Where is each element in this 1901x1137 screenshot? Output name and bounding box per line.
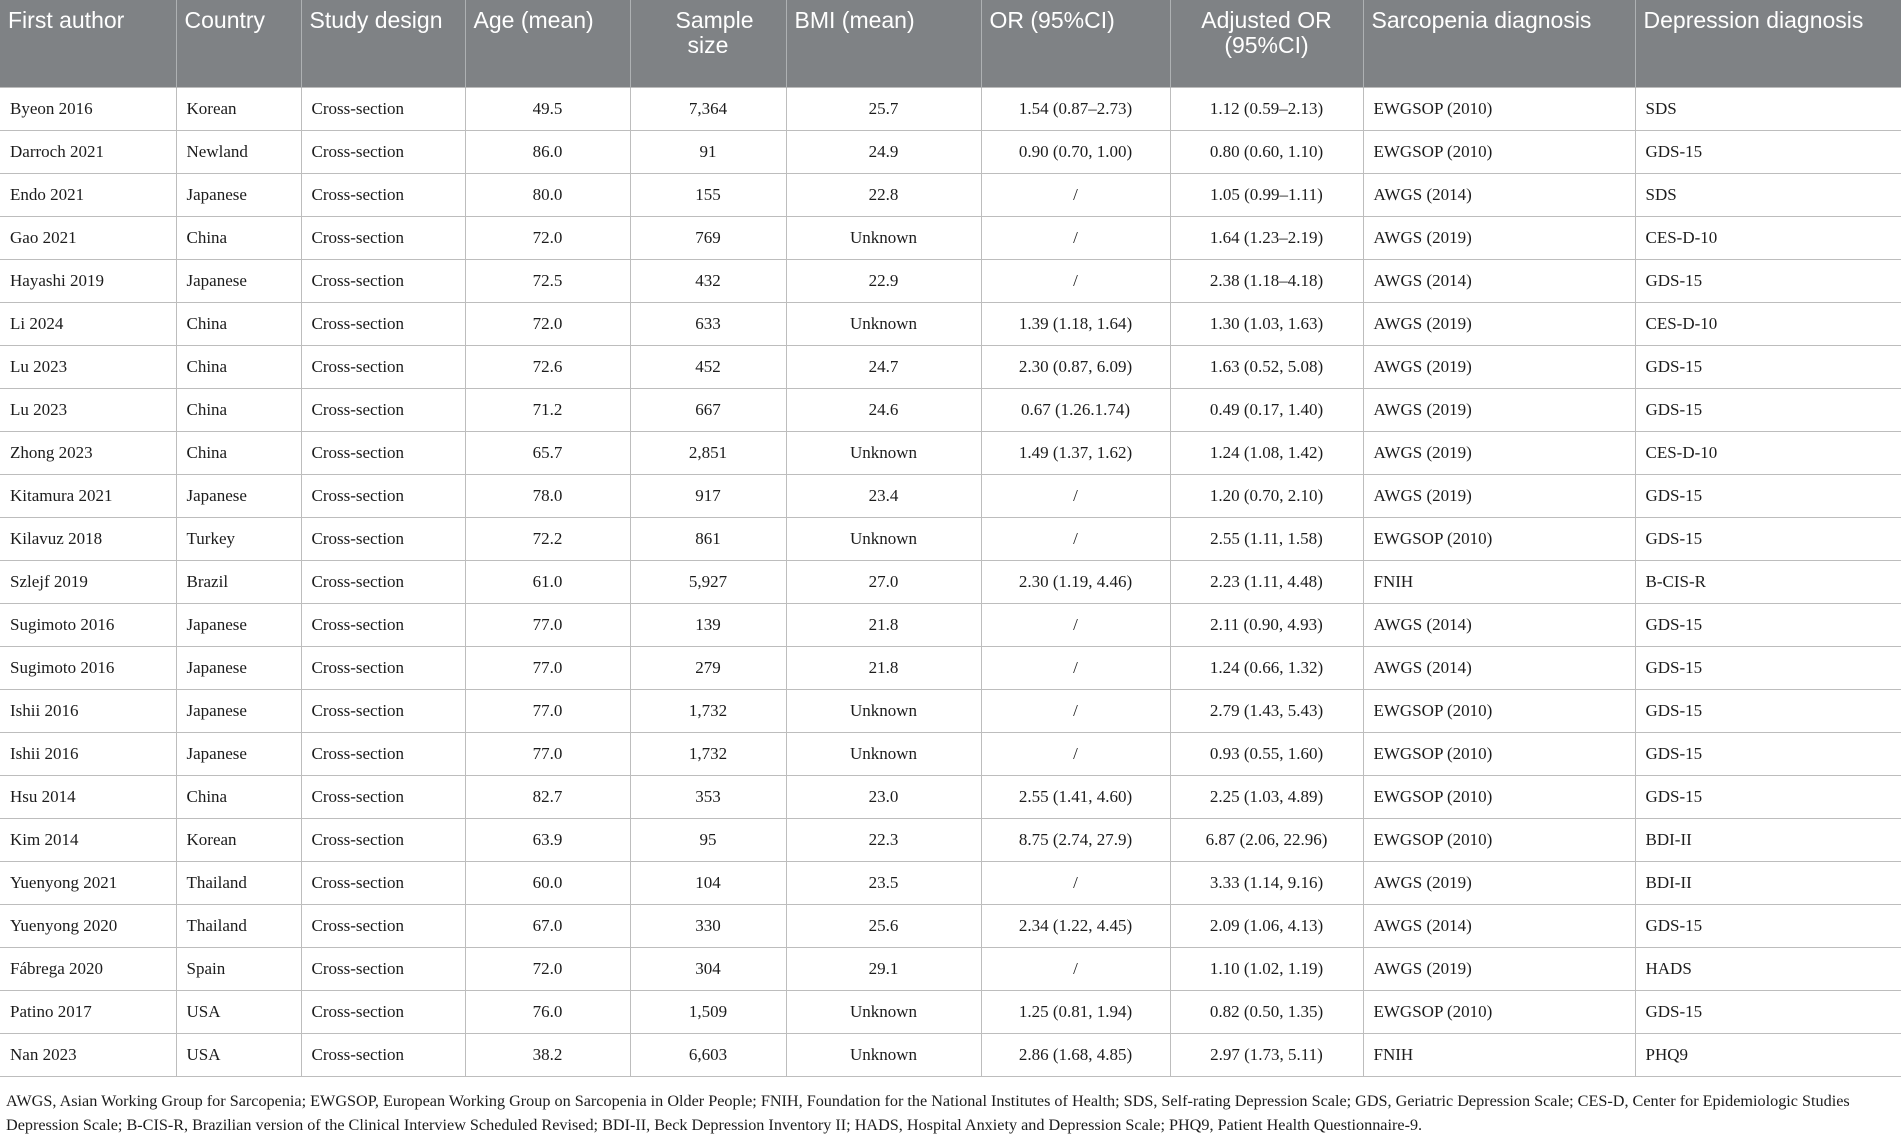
cell-bmi-mean: 25.7 <box>786 87 981 130</box>
cell-country: Thailand <box>176 861 301 904</box>
cell-or-95ci: 2.30 (1.19, 4.46) <box>981 560 1170 603</box>
cell-bmi-mean: 22.9 <box>786 259 981 302</box>
cell-bmi-mean: Unknown <box>786 1033 981 1076</box>
cell-sarcopenia-diagnosis: AWGS (2019) <box>1363 474 1635 517</box>
cell-adjusted-or-95ci: 2.23 (1.11, 4.48) <box>1170 560 1363 603</box>
cell-or-95ci: 8.75 (2.74, 27.9) <box>981 818 1170 861</box>
cell-study-design: Cross-section <box>301 130 465 173</box>
cell-or-95ci: 2.55 (1.41, 4.60) <box>981 775 1170 818</box>
cell-age-mean: 80.0 <box>465 173 630 216</box>
table-row <box>0 775 1901 818</box>
cell-adjusted-or-95ci: 6.87 (2.06, 22.96) <box>1170 818 1363 861</box>
cell-or-95ci: / <box>981 474 1170 517</box>
cell-first-author: Kim 2014 <box>0 818 176 861</box>
cell-study-design: Cross-section <box>301 818 465 861</box>
cell-age-mean: 77.0 <box>465 732 630 775</box>
cell-or-95ci: 0.90 (0.70, 1.00) <box>981 130 1170 173</box>
cell-first-author: Ishii 2016 <box>0 732 176 775</box>
cell-or-95ci: / <box>981 216 1170 259</box>
cell-or-95ci: 1.49 (1.37, 1.62) <box>981 431 1170 474</box>
cell-study-design: Cross-section <box>301 775 465 818</box>
cell-or-95ci: 1.39 (1.18, 1.64) <box>981 302 1170 345</box>
cell-country: USA <box>176 990 301 1033</box>
col-header-country: Country <box>176 0 301 87</box>
cell-sarcopenia-diagnosis: AWGS (2014) <box>1363 904 1635 947</box>
cell-study-design: Cross-section <box>301 345 465 388</box>
cell-sarcopenia-diagnosis: EWGSOP (2010) <box>1363 732 1635 775</box>
cell-depression-diagnosis: SDS <box>1635 87 1901 130</box>
cell-country: Japanese <box>176 603 301 646</box>
table-row <box>0 517 1901 560</box>
cell-study-design: Cross-section <box>301 904 465 947</box>
cell-adjusted-or-95ci: 0.93 (0.55, 1.60) <box>1170 732 1363 775</box>
cell-sample-size: 139 <box>630 603 786 646</box>
cell-study-design: Cross-section <box>301 732 465 775</box>
cell-country: China <box>176 302 301 345</box>
cell-depression-diagnosis: GDS-15 <box>1635 345 1901 388</box>
cell-adjusted-or-95ci: 0.49 (0.17, 1.40) <box>1170 388 1363 431</box>
cell-study-design: Cross-section <box>301 517 465 560</box>
cell-adjusted-or-95ci: 2.38 (1.18–4.18) <box>1170 259 1363 302</box>
table-row <box>0 689 1901 732</box>
cell-or-95ci: / <box>981 861 1170 904</box>
table-row <box>0 130 1901 173</box>
cell-or-95ci: / <box>981 646 1170 689</box>
cell-or-95ci: / <box>981 517 1170 560</box>
cell-country: Thailand <box>176 904 301 947</box>
cell-or-95ci: 1.25 (0.81, 1.94) <box>981 990 1170 1033</box>
cell-first-author: Li 2024 <box>0 302 176 345</box>
cell-bmi-mean: 21.8 <box>786 646 981 689</box>
cell-sarcopenia-diagnosis: FNIH <box>1363 560 1635 603</box>
cell-sarcopenia-diagnosis: AWGS (2019) <box>1363 302 1635 345</box>
cell-bmi-mean: Unknown <box>786 689 981 732</box>
cell-depression-diagnosis: PHQ9 <box>1635 1033 1901 1076</box>
cell-adjusted-or-95ci: 1.24 (0.66, 1.32) <box>1170 646 1363 689</box>
cell-adjusted-or-95ci: 3.33 (1.14, 9.16) <box>1170 861 1363 904</box>
cell-bmi-mean: 22.3 <box>786 818 981 861</box>
cell-depression-diagnosis: SDS <box>1635 173 1901 216</box>
cell-study-design: Cross-section <box>301 216 465 259</box>
col-header-sample-size: Sample size <box>630 0 786 87</box>
cell-depression-diagnosis: GDS-15 <box>1635 904 1901 947</box>
cell-or-95ci: / <box>981 603 1170 646</box>
cell-depression-diagnosis: GDS-15 <box>1635 259 1901 302</box>
cell-adjusted-or-95ci: 1.10 (1.02, 1.19) <box>1170 947 1363 990</box>
cell-first-author: Lu 2023 <box>0 388 176 431</box>
cell-or-95ci: 2.34 (1.22, 4.45) <box>981 904 1170 947</box>
table-footnote: AWGS, Asian Working Group for Sarcopenia; EWGSOP, European Working Group on Sarcopenia in Older People; FNIH, Foundation for the National Institutes of Health; SDS, Self-rating Depression Scale; GDS, Geriatric Depression Scale; CES-D, Center for Epidemiologic Studies Depression Scale; B-CIS-R, Brazilian version of the Clinical Interview Scheduled Revised; BDI-II, Beck Depression Inventory II; HADS, Hospital Anxiety and Depression Scale; PHQ9, Patient Health Questionnaire-9. <box>6 1091 1850 1134</box>
cell-adjusted-or-95ci: 2.55 (1.11, 1.58) <box>1170 517 1363 560</box>
cell-depression-diagnosis: GDS-15 <box>1635 388 1901 431</box>
cell-sample-size: 633 <box>630 302 786 345</box>
cell-age-mean: 78.0 <box>465 474 630 517</box>
cell-depression-diagnosis: BDI-II <box>1635 818 1901 861</box>
cell-study-design: Cross-section <box>301 388 465 431</box>
cell-country: Japanese <box>176 646 301 689</box>
cell-age-mean: 82.7 <box>465 775 630 818</box>
table-row <box>0 173 1901 216</box>
cell-sarcopenia-diagnosis: EWGSOP (2010) <box>1363 87 1635 130</box>
cell-study-design: Cross-section <box>301 861 465 904</box>
cell-sample-size: 7,364 <box>630 87 786 130</box>
col-header-bmi-mean: BMI (mean) <box>786 0 981 87</box>
cell-first-author: Yuenyong 2021 <box>0 861 176 904</box>
cell-bmi-mean: 24.6 <box>786 388 981 431</box>
table-body <box>0 87 1901 1076</box>
col-header-adjusted-or-95ci: Adjusted OR (95%CI) <box>1170 0 1363 87</box>
cell-or-95ci: / <box>981 689 1170 732</box>
cell-age-mean: 86.0 <box>465 130 630 173</box>
cell-first-author: Sugimoto 2016 <box>0 646 176 689</box>
cell-sarcopenia-diagnosis: AWGS (2019) <box>1363 388 1635 431</box>
cell-depression-diagnosis: GDS-15 <box>1635 517 1901 560</box>
cell-sample-size: 6,603 <box>630 1033 786 1076</box>
cell-depression-diagnosis: GDS-15 <box>1635 775 1901 818</box>
cell-adjusted-or-95ci: 1.63 (0.52, 5.08) <box>1170 345 1363 388</box>
table-row <box>0 388 1901 431</box>
cell-bmi-mean: Unknown <box>786 216 981 259</box>
cell-sample-size: 1,732 <box>630 689 786 732</box>
table-row <box>0 302 1901 345</box>
table-row <box>0 904 1901 947</box>
col-header-depression-diagnosis: Depression diagnosis <box>1635 0 1901 87</box>
cell-country: Japanese <box>176 732 301 775</box>
cell-bmi-mean: 23.5 <box>786 861 981 904</box>
cell-study-design: Cross-section <box>301 474 465 517</box>
cell-bmi-mean: Unknown <box>786 302 981 345</box>
col-header-study-design: Study design <box>301 0 465 87</box>
cell-sample-size: 330 <box>630 904 786 947</box>
cell-adjusted-or-95ci: 0.80 (0.60, 1.10) <box>1170 130 1363 173</box>
col-header-age-mean: Age (mean) <box>465 0 630 87</box>
cell-depression-diagnosis: GDS-15 <box>1635 732 1901 775</box>
cell-country: Japanese <box>176 259 301 302</box>
cell-country: Newland <box>176 130 301 173</box>
cell-country: Japanese <box>176 474 301 517</box>
cell-first-author: Szlejf 2019 <box>0 560 176 603</box>
cell-age-mean: 76.0 <box>465 990 630 1033</box>
cell-sarcopenia-diagnosis: AWGS (2019) <box>1363 345 1635 388</box>
cell-study-design: Cross-section <box>301 646 465 689</box>
cell-first-author: Sugimoto 2016 <box>0 603 176 646</box>
table-row <box>0 861 1901 904</box>
cell-sarcopenia-diagnosis: AWGS (2014) <box>1363 259 1635 302</box>
cell-sample-size: 353 <box>630 775 786 818</box>
cell-sample-size: 769 <box>630 216 786 259</box>
cell-sample-size: 155 <box>630 173 786 216</box>
cell-first-author: Kilavuz 2018 <box>0 517 176 560</box>
cell-sarcopenia-diagnosis: EWGSOP (2010) <box>1363 130 1635 173</box>
table-row <box>0 732 1901 775</box>
cell-or-95ci: 2.30 (0.87, 6.09) <box>981 345 1170 388</box>
col-header-or-95ci: OR (95%CI) <box>981 0 1170 87</box>
cell-country: China <box>176 775 301 818</box>
cell-country: USA <box>176 1033 301 1076</box>
cell-adjusted-or-95ci: 0.82 (0.50, 1.35) <box>1170 990 1363 1033</box>
cell-country: China <box>176 216 301 259</box>
cell-bmi-mean: 24.9 <box>786 130 981 173</box>
cell-study-design: Cross-section <box>301 259 465 302</box>
cell-depression-diagnosis: GDS-15 <box>1635 130 1901 173</box>
cell-study-design: Cross-section <box>301 1033 465 1076</box>
cell-bmi-mean: 24.7 <box>786 345 981 388</box>
cell-country: China <box>176 431 301 474</box>
cell-sarcopenia-diagnosis: EWGSOP (2010) <box>1363 775 1635 818</box>
cell-age-mean: 77.0 <box>465 603 630 646</box>
cell-bmi-mean: 21.8 <box>786 603 981 646</box>
cell-sample-size: 432 <box>630 259 786 302</box>
cell-adjusted-or-95ci: 2.09 (1.06, 4.13) <box>1170 904 1363 947</box>
cell-adjusted-or-95ci: 1.30 (1.03, 1.63) <box>1170 302 1363 345</box>
cell-bmi-mean: 23.4 <box>786 474 981 517</box>
cell-sample-size: 861 <box>630 517 786 560</box>
cell-adjusted-or-95ci: 1.20 (0.70, 2.10) <box>1170 474 1363 517</box>
cell-study-design: Cross-section <box>301 603 465 646</box>
cell-bmi-mean: Unknown <box>786 732 981 775</box>
col-header-sarcopenia-diagnosis: Sarcopenia diagnosis <box>1363 0 1635 87</box>
cell-country: Korean <box>176 87 301 130</box>
cell-first-author: Endo 2021 <box>0 173 176 216</box>
cell-country: China <box>176 388 301 431</box>
cell-age-mean: 72.2 <box>465 517 630 560</box>
cell-sarcopenia-diagnosis: AWGS (2019) <box>1363 861 1635 904</box>
cell-sample-size: 2,851 <box>630 431 786 474</box>
cell-depression-diagnosis: GDS-15 <box>1635 689 1901 732</box>
cell-country: Turkey <box>176 517 301 560</box>
cell-study-design: Cross-section <box>301 990 465 1033</box>
cell-age-mean: 72.0 <box>465 216 630 259</box>
cell-sarcopenia-diagnosis: EWGSOP (2010) <box>1363 990 1635 1033</box>
cell-adjusted-or-95ci: 1.12 (0.59–2.13) <box>1170 87 1363 130</box>
cell-first-author: Ishii 2016 <box>0 689 176 732</box>
cell-age-mean: 72.0 <box>465 302 630 345</box>
cell-adjusted-or-95ci: 2.79 (1.43, 5.43) <box>1170 689 1363 732</box>
table-row <box>0 259 1901 302</box>
cell-age-mean: 72.0 <box>465 947 630 990</box>
table-row <box>0 990 1901 1033</box>
cell-sarcopenia-diagnosis: EWGSOP (2010) <box>1363 517 1635 560</box>
cell-sample-size: 104 <box>630 861 786 904</box>
table-row <box>0 87 1901 130</box>
cell-first-author: Gao 2021 <box>0 216 176 259</box>
cell-country: Japanese <box>176 173 301 216</box>
cell-or-95ci: 2.86 (1.68, 4.85) <box>981 1033 1170 1076</box>
cell-bmi-mean: 25.6 <box>786 904 981 947</box>
cell-depression-diagnosis: CES-D-10 <box>1635 431 1901 474</box>
cell-depression-diagnosis: CES-D-10 <box>1635 216 1901 259</box>
cell-sample-size: 91 <box>630 130 786 173</box>
table-row <box>0 560 1901 603</box>
table-row <box>0 947 1901 990</box>
table-row <box>0 216 1901 259</box>
cell-sample-size: 1,509 <box>630 990 786 1033</box>
cell-age-mean: 49.5 <box>465 87 630 130</box>
cell-study-design: Cross-section <box>301 560 465 603</box>
cell-study-design: Cross-section <box>301 302 465 345</box>
cell-first-author: Yuenyong 2020 <box>0 904 176 947</box>
cell-adjusted-or-95ci: 2.97 (1.73, 5.11) <box>1170 1033 1363 1076</box>
cell-sarcopenia-diagnosis: AWGS (2014) <box>1363 603 1635 646</box>
cell-sample-size: 304 <box>630 947 786 990</box>
cell-sarcopenia-diagnosis: EWGSOP (2010) <box>1363 689 1635 732</box>
cell-or-95ci: 1.54 (0.87–2.73) <box>981 87 1170 130</box>
cell-adjusted-or-95ci: 2.11 (0.90, 4.93) <box>1170 603 1363 646</box>
cell-age-mean: 67.0 <box>465 904 630 947</box>
cell-first-author: Nan 2023 <box>0 1033 176 1076</box>
cell-age-mean: 38.2 <box>465 1033 630 1076</box>
cell-age-mean: 63.9 <box>465 818 630 861</box>
col-header-first-author: First author <box>0 0 176 87</box>
cell-age-mean: 77.0 <box>465 689 630 732</box>
cell-country: Brazil <box>176 560 301 603</box>
cell-sarcopenia-diagnosis: AWGS (2014) <box>1363 646 1635 689</box>
cell-sample-size: 1,732 <box>630 732 786 775</box>
cell-age-mean: 77.0 <box>465 646 630 689</box>
cell-or-95ci: 0.67 (1.26.1.74) <box>981 388 1170 431</box>
cell-age-mean: 71.2 <box>465 388 630 431</box>
cell-bmi-mean: 27.0 <box>786 560 981 603</box>
cell-age-mean: 72.6 <box>465 345 630 388</box>
cell-country: Japanese <box>176 689 301 732</box>
cell-depression-diagnosis: GDS-15 <box>1635 646 1901 689</box>
cell-sample-size: 917 <box>630 474 786 517</box>
table-row <box>0 345 1901 388</box>
cell-sample-size: 5,927 <box>630 560 786 603</box>
cell-age-mean: 72.5 <box>465 259 630 302</box>
cell-bmi-mean: Unknown <box>786 431 981 474</box>
cell-bmi-mean: Unknown <box>786 990 981 1033</box>
cell-study-design: Cross-section <box>301 431 465 474</box>
cell-country: China <box>176 345 301 388</box>
cell-first-author: Byeon 2016 <box>0 87 176 130</box>
header-row <box>0 0 1901 87</box>
cell-study-design: Cross-section <box>301 87 465 130</box>
table-row <box>0 474 1901 517</box>
table-row <box>0 818 1901 861</box>
cell-depression-diagnosis: HADS <box>1635 947 1901 990</box>
cell-bmi-mean: 29.1 <box>786 947 981 990</box>
cell-sample-size: 452 <box>630 345 786 388</box>
cell-adjusted-or-95ci: 1.64 (1.23–2.19) <box>1170 216 1363 259</box>
cell-adjusted-or-95ci: 2.25 (1.03, 4.89) <box>1170 775 1363 818</box>
cell-sample-size: 667 <box>630 388 786 431</box>
cell-sarcopenia-diagnosis: AWGS (2019) <box>1363 431 1635 474</box>
cell-sample-size: 279 <box>630 646 786 689</box>
cell-sarcopenia-diagnosis: FNIH <box>1363 1033 1635 1076</box>
cell-first-author: Zhong 2023 <box>0 431 176 474</box>
cell-sarcopenia-diagnosis: AWGS (2014) <box>1363 173 1635 216</box>
cell-bmi-mean: 23.0 <box>786 775 981 818</box>
cell-sarcopenia-diagnosis: AWGS (2019) <box>1363 216 1635 259</box>
cell-sarcopenia-diagnosis: AWGS (2019) <box>1363 947 1635 990</box>
cell-bmi-mean: Unknown <box>786 517 981 560</box>
cell-first-author: Fábrega 2020 <box>0 947 176 990</box>
cell-country: Spain <box>176 947 301 990</box>
table-row <box>0 603 1901 646</box>
cell-depression-diagnosis: GDS-15 <box>1635 603 1901 646</box>
cell-first-author: Hsu 2014 <box>0 775 176 818</box>
cell-age-mean: 61.0 <box>465 560 630 603</box>
cell-depression-diagnosis: GDS-15 <box>1635 474 1901 517</box>
cell-adjusted-or-95ci: 1.24 (1.08, 1.42) <box>1170 431 1363 474</box>
cell-depression-diagnosis: BDI-II <box>1635 861 1901 904</box>
cell-age-mean: 65.7 <box>465 431 630 474</box>
cell-or-95ci: / <box>981 173 1170 216</box>
cell-or-95ci: / <box>981 259 1170 302</box>
table-row <box>0 1033 1901 1076</box>
cell-study-design: Cross-section <box>301 173 465 216</box>
cell-sarcopenia-diagnosis: EWGSOP (2010) <box>1363 818 1635 861</box>
cell-adjusted-or-95ci: 1.05 (0.99–1.11) <box>1170 173 1363 216</box>
cell-bmi-mean: 22.8 <box>786 173 981 216</box>
table-row <box>0 431 1901 474</box>
cell-sample-size: 95 <box>630 818 786 861</box>
cell-age-mean: 60.0 <box>465 861 630 904</box>
cell-country: Korean <box>176 818 301 861</box>
cell-first-author: Kitamura 2021 <box>0 474 176 517</box>
cell-first-author: Hayashi 2019 <box>0 259 176 302</box>
cell-study-design: Cross-section <box>301 947 465 990</box>
cell-depression-diagnosis: GDS-15 <box>1635 990 1901 1033</box>
cell-first-author: Darroch 2021 <box>0 130 176 173</box>
cell-or-95ci: / <box>981 947 1170 990</box>
cell-first-author: Patino 2017 <box>0 990 176 1033</box>
cell-or-95ci: / <box>981 732 1170 775</box>
cell-depression-diagnosis: B-CIS-R <box>1635 560 1901 603</box>
cell-depression-diagnosis: CES-D-10 <box>1635 302 1901 345</box>
cell-first-author: Lu 2023 <box>0 345 176 388</box>
cell-study-design: Cross-section <box>301 689 465 732</box>
table-row <box>0 646 1901 689</box>
